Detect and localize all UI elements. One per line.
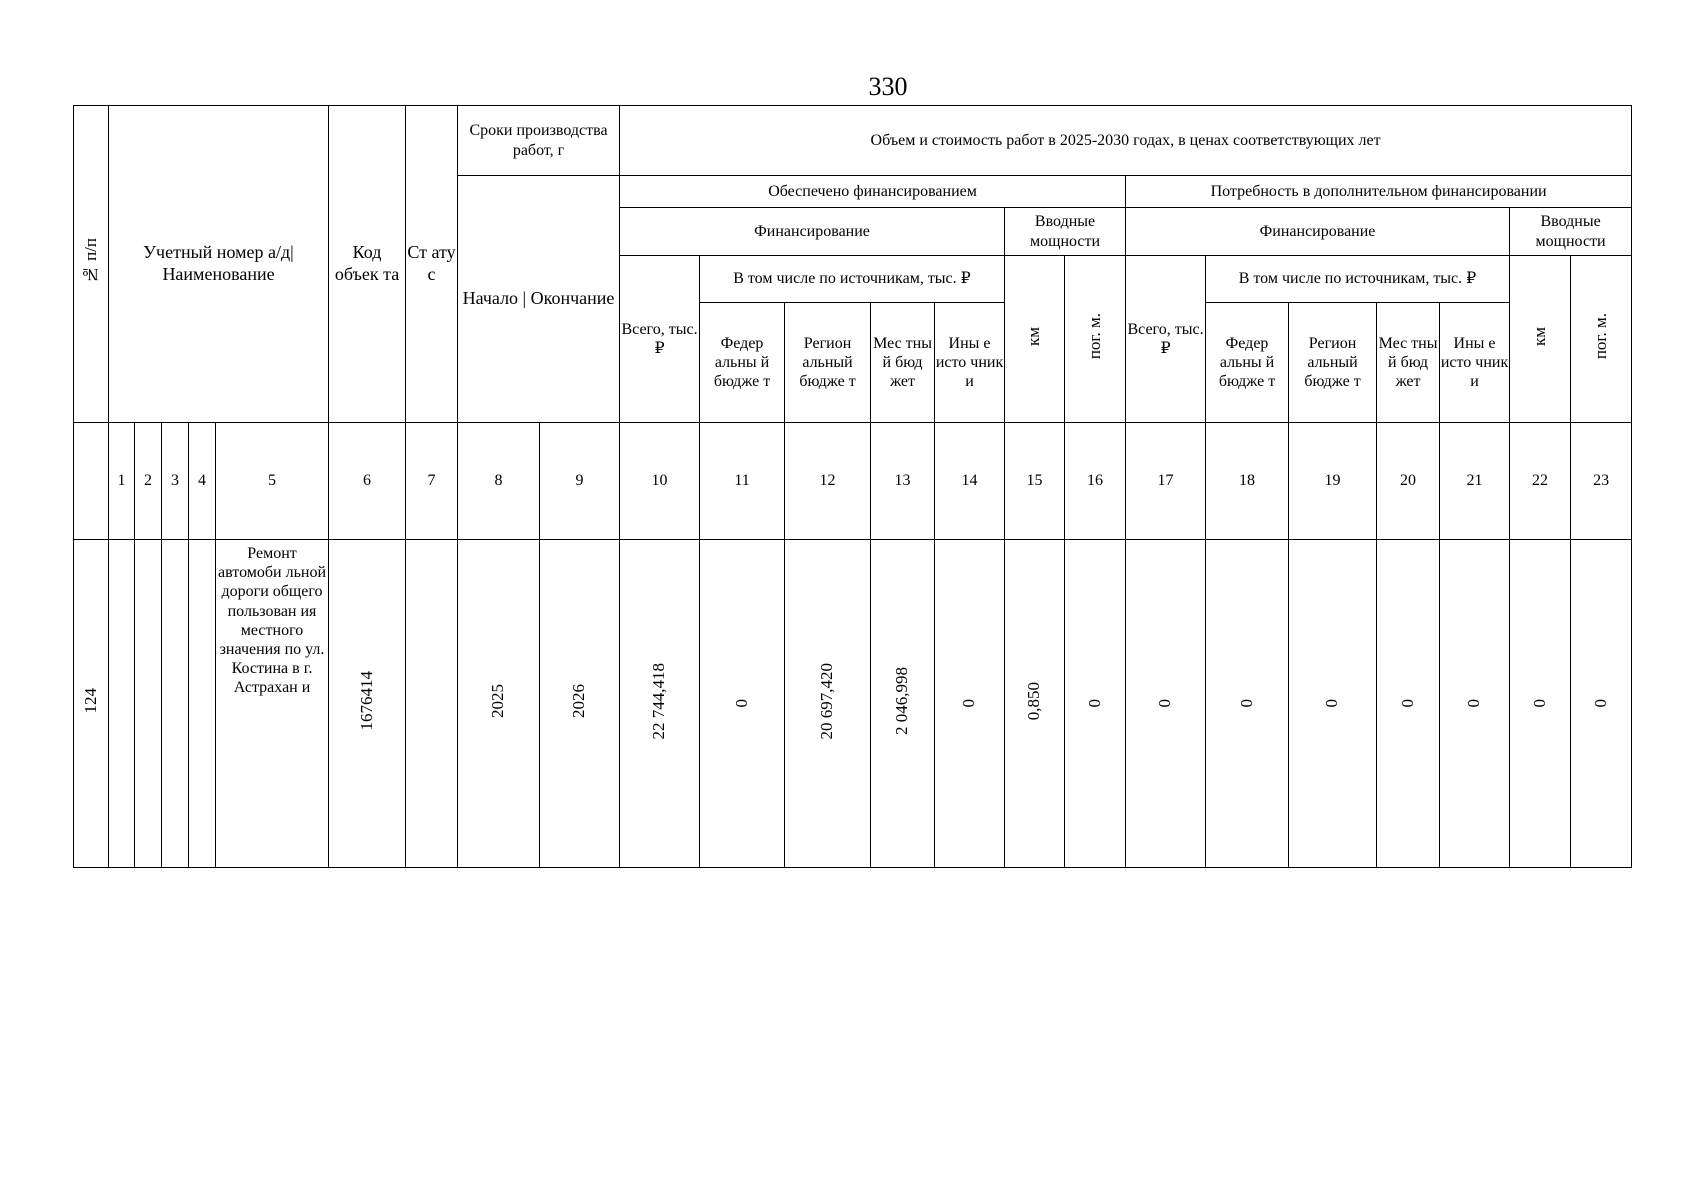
secured-capacities-header: Вводные мощности <box>1005 208 1126 256</box>
row-need-total: 0 <box>1126 540 1206 868</box>
row-local: 2 046,998 <box>871 540 935 868</box>
col-number: 7 <box>406 423 458 540</box>
row-status <box>406 540 458 868</box>
need-local-header: Мес тны й бюд жет <box>1377 303 1440 423</box>
need-financing-header: Финансирование <box>1126 208 1510 256</box>
col-number: 2 <box>135 423 162 540</box>
col-number: 16 <box>1065 423 1126 540</box>
secured-km-header: км <box>1005 256 1065 423</box>
col-start-end-header: Начало | Окончание <box>458 176 620 423</box>
column-numbers-row <box>74 423 1632 540</box>
secured-pogm-header: пог. м. <box>1065 256 1126 423</box>
col-number: 9 <box>540 423 620 540</box>
col-volume-header: Объем и стоимость работ в 2025-2030 годах, в ценах соответствующих лет <box>620 106 1632 176</box>
col-number: 19 <box>1289 423 1377 540</box>
col-number: 5 <box>216 423 329 540</box>
col-number: 13 <box>871 423 935 540</box>
col-number: 15 <box>1005 423 1065 540</box>
row-name: Ремонт автомоби льной дороги общего пользован ия местного значения по ул. Костина в г. Астрахан и <box>216 540 329 868</box>
row-need-regional: 0 <box>1289 540 1377 868</box>
row-code-part <box>162 540 189 868</box>
col-number: 1 <box>109 423 135 540</box>
secured-sources-header: В том числе по источникам, тыс. ₽ <box>700 256 1005 303</box>
col-name-header: Учетный номер а/д| Наименование <box>109 106 329 423</box>
need-km-header: км <box>1510 256 1571 423</box>
row-num: 124 <box>74 540 109 868</box>
col-number: 11 <box>700 423 785 540</box>
row-code-part <box>109 540 135 868</box>
row-code-part <box>189 540 216 868</box>
need-pogm-header: пог. м. <box>1571 256 1632 423</box>
col-number: 21 <box>1440 423 1510 540</box>
row-need-km: 0 <box>1510 540 1571 868</box>
secured-total-header: Всего, тыс. ₽ <box>620 256 700 423</box>
works-table <box>73 105 1632 868</box>
secured-local-header: Мес тны й бюд жет <box>871 303 935 423</box>
row-code-part <box>135 540 162 868</box>
row-object-code: 1676414 <box>329 540 406 868</box>
col-number: 4 <box>189 423 216 540</box>
need-regional-header: Регион альный бюдже т <box>1289 303 1377 423</box>
table-row <box>74 540 1632 868</box>
col-number: 23 <box>1571 423 1632 540</box>
col-number: 22 <box>1510 423 1571 540</box>
col-number: 6 <box>329 423 406 540</box>
row-other: 0 <box>935 540 1005 868</box>
row-need-other: 0 <box>1440 540 1510 868</box>
row-total: 22 744,418 <box>620 540 700 868</box>
row-federal: 0 <box>700 540 785 868</box>
col-number: 17 <box>1126 423 1206 540</box>
secured-regional-header: Регион альный бюдже т <box>785 303 871 423</box>
need-sources-header: В том числе по источникам, тыс. ₽ <box>1206 256 1510 303</box>
col-number: 12 <box>785 423 871 540</box>
col-number-blank <box>74 423 109 540</box>
col-num-header: № п/п <box>74 106 109 423</box>
secured-header: Обеспечено финансированием <box>620 176 1126 208</box>
col-terms-header: Сроки производства работ, г <box>458 106 620 176</box>
row-end-year: 2026 <box>540 540 620 868</box>
row-need-local: 0 <box>1377 540 1440 868</box>
col-number: 18 <box>1206 423 1289 540</box>
secured-financing-header: Финансирование <box>620 208 1005 256</box>
col-number: 20 <box>1377 423 1440 540</box>
need-other-header: Ины е исто чник и <box>1440 303 1510 423</box>
row-regional: 20 697,420 <box>785 540 871 868</box>
col-number: 10 <box>620 423 700 540</box>
row-need-pog-m: 0 <box>1571 540 1632 868</box>
row-pog-m: 0 <box>1065 540 1126 868</box>
col-code-header: Код объек та <box>329 106 406 423</box>
row-need-federal: 0 <box>1206 540 1289 868</box>
page-number: 330 <box>868 72 908 101</box>
row-km: 0,850 <box>1005 540 1065 868</box>
need-header: Потребность в дополнительном финансировании <box>1126 176 1632 208</box>
need-total-header: Всего, тыс. ₽ <box>1126 256 1206 423</box>
col-status-header: Ст ату с <box>406 106 458 423</box>
col-number: 3 <box>162 423 189 540</box>
row-start-year: 2025 <box>458 540 540 868</box>
need-federal-header: Федер альны й бюдже т <box>1206 303 1289 423</box>
col-number: 8 <box>458 423 540 540</box>
secured-federal-header: Федер альны й бюдже т <box>700 303 785 423</box>
need-capacities-header: Вводные мощности <box>1510 208 1632 256</box>
secured-other-header: Ины е исто чник и <box>935 303 1005 423</box>
col-number: 14 <box>935 423 1005 540</box>
